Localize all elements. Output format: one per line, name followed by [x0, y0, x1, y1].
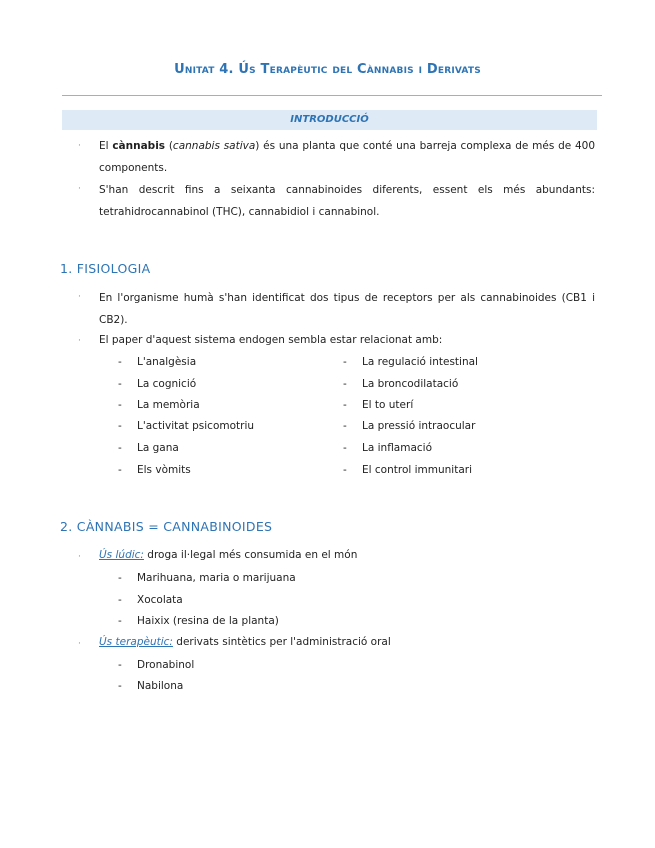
- bullet-marker: ·: [78, 184, 81, 194]
- dash-marker: -: [118, 572, 122, 584]
- list-item: Haixix (resina de la planta): [137, 615, 279, 627]
- list-item: La broncodilatació: [362, 378, 459, 390]
- ludic-use-item: Ús lúdic: droga il·legal més consumida en el món: [99, 549, 358, 561]
- intro-paragraph-1: El cànnabis (cannabis sativa) és una planta que conté una barreja complexa de més de 400 components.: [99, 140, 596, 174]
- therapeutic-use-item: Ús terapèutic: derivats sintètics per l'administració oral: [99, 636, 391, 648]
- list-item: L'analgèsia: [137, 356, 197, 368]
- dash-marker: -: [118, 680, 122, 692]
- list-item: Marihuana, maria o marijuana: [137, 572, 296, 584]
- ludic-use-link[interactable]: Ús lúdic:: [99, 549, 144, 561]
- section-1-paragraph-1: En l'organisme humà s'han identificat dos tipus de receptors per als cannabinoides (CB1 i CB2).: [99, 292, 595, 326]
- bullet-marker: ·: [78, 336, 81, 346]
- bullet-marker: ·: [78, 141, 81, 151]
- therapeutic-use-link[interactable]: Ús terapèutic:: [99, 636, 173, 648]
- list-item: El to uterí: [362, 399, 414, 411]
- section-2-heading: 2. CÀNNABIS = CANNABINOIDES: [60, 519, 273, 534]
- dash-marker: -: [118, 420, 122, 432]
- dash-marker: -: [118, 464, 122, 476]
- dash-marker: -: [343, 399, 347, 411]
- section-1-heading: 1. FISIOLOGIA: [60, 261, 151, 276]
- intro-band: INTRODUCCIÓ: [62, 110, 597, 130]
- dash-marker: -: [343, 378, 347, 390]
- list-item: Xocolata: [137, 594, 183, 606]
- bullet-marker: ·: [78, 639, 81, 649]
- dash-marker: -: [343, 442, 347, 454]
- dash-marker: -: [343, 420, 347, 432]
- dash-marker: -: [118, 378, 122, 390]
- list-item: Dronabinol: [137, 659, 195, 671]
- document-title: Unitat 4. Ús Terapèutic del Cànnabis i Derivats: [174, 62, 481, 77]
- intro-paragraph-2: S'han descrit fins a seixanta cannabinoides diferents, essent els més abundants: tetrahidrocannabinol (THC), cannabidiol i cannabinol.: [99, 184, 595, 218]
- dash-marker: -: [118, 399, 122, 411]
- bullet-marker: ·: [78, 292, 81, 302]
- list-item: La gana: [137, 442, 179, 454]
- list-item: La pressió intraocular: [362, 420, 476, 432]
- title-divider: [62, 95, 602, 96]
- list-item: La memòria: [137, 399, 200, 411]
- dash-marker: -: [343, 464, 347, 476]
- dash-marker: -: [343, 356, 347, 368]
- list-item: La regulació intestinal: [362, 356, 478, 368]
- dash-marker: -: [118, 594, 122, 606]
- dash-marker: -: [118, 356, 122, 368]
- dash-marker: -: [118, 442, 122, 454]
- list-item: El control immunitari: [362, 464, 473, 476]
- bullet-marker: ·: [78, 552, 81, 562]
- list-item: Nabilona: [137, 680, 184, 692]
- dash-marker: -: [118, 615, 122, 627]
- list-item: La cognició: [137, 378, 197, 390]
- section-1-paragraph-2: El paper d'aquest sistema endogen sembla estar relacionat amb:: [99, 334, 443, 346]
- list-item: La inflamació: [362, 442, 433, 454]
- dash-marker: -: [118, 659, 122, 671]
- list-item: Els vòmits: [137, 464, 191, 476]
- list-item: L'activitat psicomotriu: [137, 420, 255, 432]
